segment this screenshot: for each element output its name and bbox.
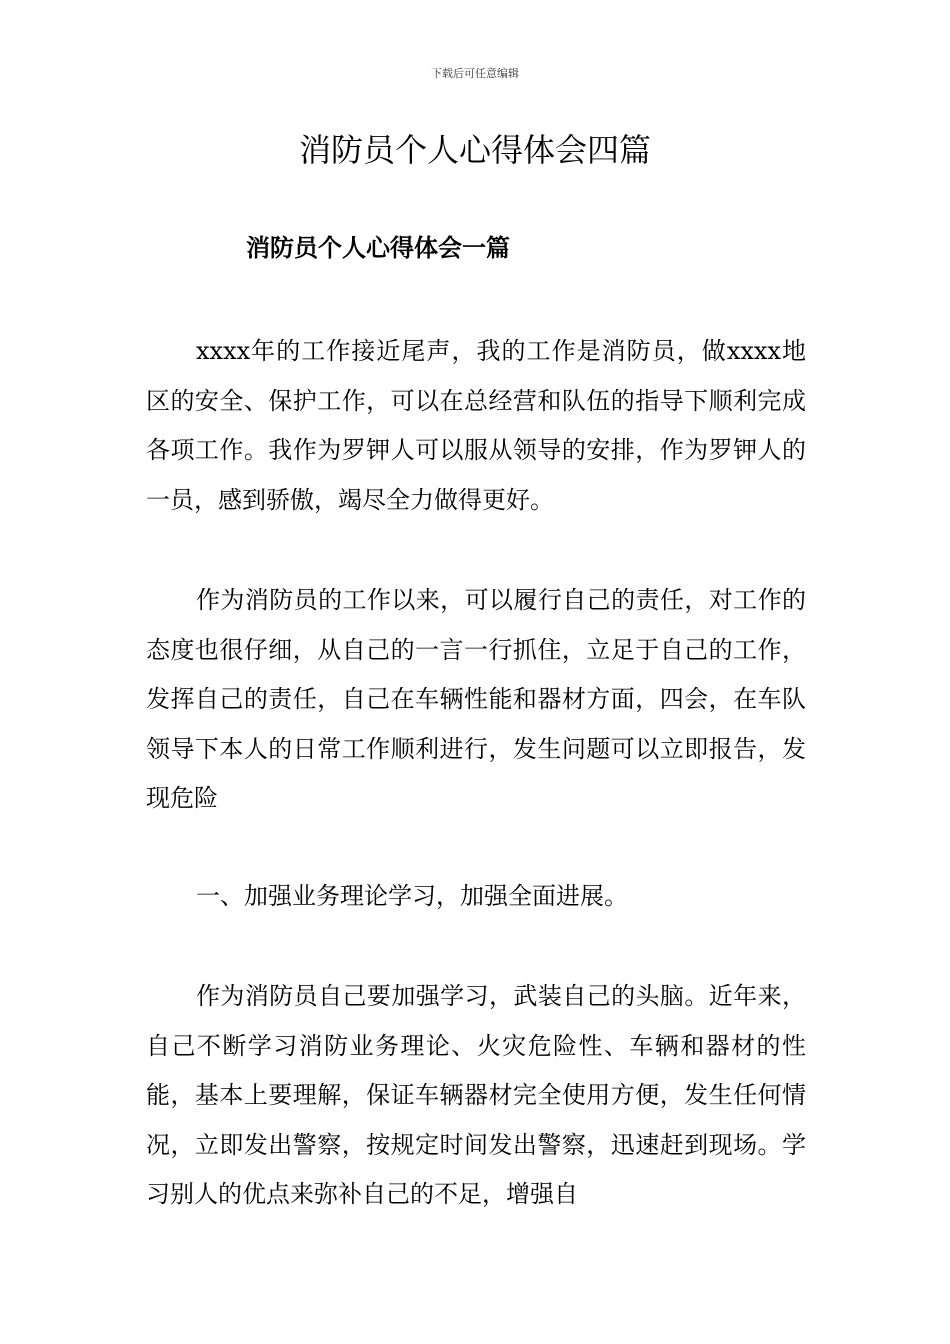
paragraph-heading-1: 一、加强业务理论学习，加强全面进展。 xyxy=(196,882,628,910)
paragraph-2: 作为消防员的工作以来，可以履行自己的责任，对工作的态度也很仔细，从自己的一言一行抓住，立足于自己的工作，发挥自己的责任，自己在车辆性能和器材方面，四会，在车队领导下本人的日常工作顺利进行，发生问题可以立即报告，发现危险 xyxy=(146,586,806,812)
document-title: 消防员个人心得体会四篇 xyxy=(298,131,651,169)
header-note: 下载后可任意编辑 xyxy=(431,67,519,80)
paragraph-1: xxxx年的工作接近尾声，我的工作是消防员，做xxxx地区的安全、保护工作，可以在总经营和队伍的指导下顺利完成各项工作。我作为罗钾人可以服从领导的安排，作为罗钾人的一员，感到骄傲，竭尽全力做得更好。 xyxy=(146,337,806,514)
section-title: 消防员个人心得体会一篇 xyxy=(246,233,510,262)
paragraph-3: 作为消防员自己要加强学习，武装自己的头脑。近年来，自己不断学习消防业务理论、火灾危险性、车辆和器材的性能，基本上要理解，保证车辆器材完全使用方便，发生任何情况，立即发出警察，按规定时间发出警察，迅速赶到现场。学习别人的优点来弥补自己的不足，增强自 xyxy=(146,982,806,1208)
